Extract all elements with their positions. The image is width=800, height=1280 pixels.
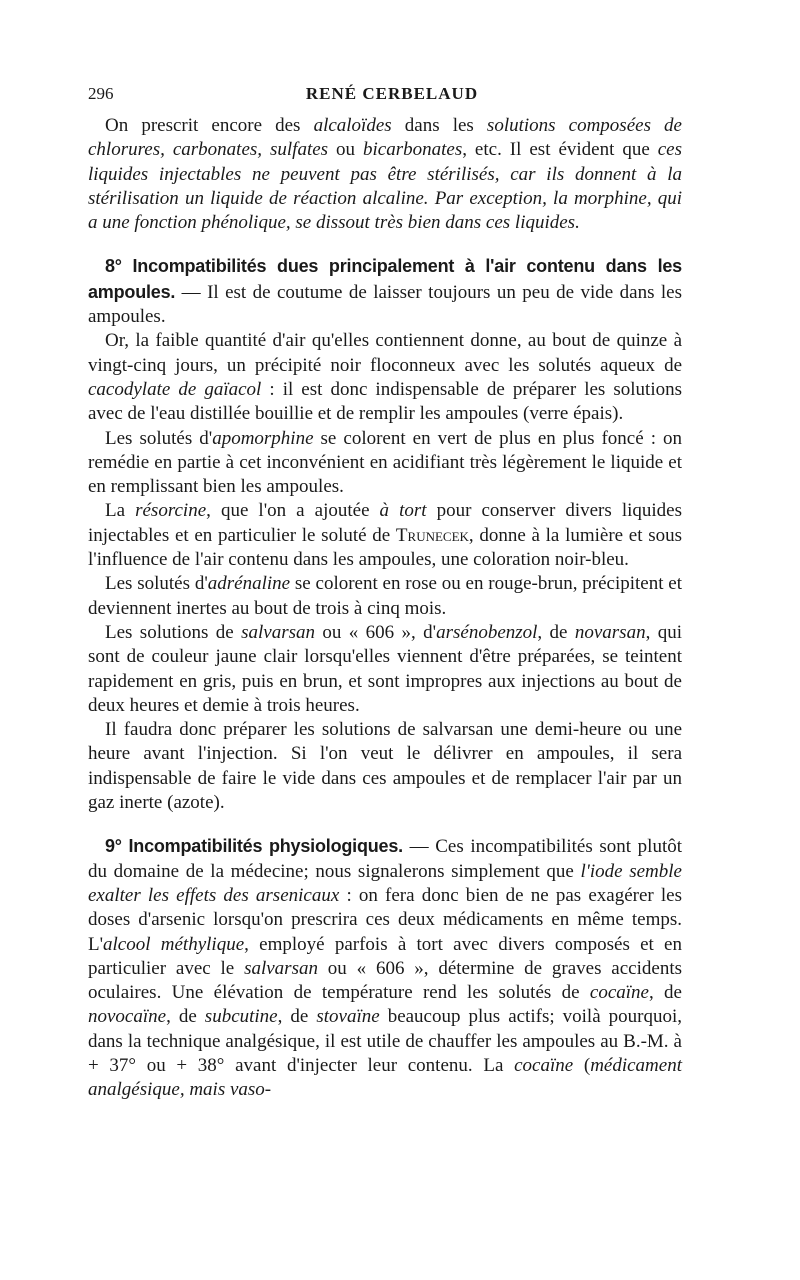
text-run: ou « 606 », détermine de graves accidents oculaires. Une élévation de température rend les solutés de <box>88 957 682 1004</box>
paragraph <box>88 427 682 500</box>
text-run: Les solutés d' <box>105 573 208 595</box>
text-run: Les solutés d' <box>105 427 213 449</box>
running-title: RENÉ CERBELAUD <box>305 84 479 103</box>
page-header <box>88 84 696 108</box>
text-run: , de <box>537 621 575 643</box>
text-run: — Ces incompatibilités sont plutôt du domaine de la médecine; nous signalerons simplement que <box>88 836 682 882</box>
text-run: ( <box>573 1054 591 1076</box>
text-run: novocaïne <box>88 1006 167 1028</box>
body-text <box>88 114 682 1103</box>
text-run: — Il est de coutume de laisser toujours un peu de vide dans les ampoules. <box>88 281 682 328</box>
text-run: cacodylate de gaïacol <box>88 378 262 400</box>
text-run: beaucoup plus actifs; voilà pourquoi, dans la technique analgésique, il est utile de chauffer les ampoules au B.-M. à + 37° ou + 38° avant d'injecter leur contenu. La <box>88 1006 682 1076</box>
section-heading: 8° Incompatibilités dues principalement à l'air contenu dans les ampoules. <box>88 256 682 302</box>
text-run: , de <box>648 982 682 1004</box>
text-run: cocaïne <box>589 982 649 1004</box>
text-run: , de <box>277 1006 317 1028</box>
section-heading: 9° Incompatibilités physiologiques. <box>105 836 403 857</box>
text-run: adrénaline <box>207 573 291 595</box>
text-run: l'iode semble exalter les effets des arsenicaux <box>88 860 682 906</box>
paragraph <box>88 718 682 815</box>
text-run: , employé parfois à tort avec divers composés et en particulier avec le <box>88 933 682 979</box>
text-run: , donne à la lumière et sous l'influence de l'air contenu dans les ampoules, une coloration noir-bleu. <box>88 524 682 571</box>
text-run: , que l'on a ajoutée <box>206 500 380 522</box>
text-run: résorcine <box>135 500 207 522</box>
text-run: : on fera donc bien de ne pas exagérer les doses d'arsenic lorsqu'on prescrira ces deux médicaments en même temps. L' <box>88 884 682 955</box>
text-run: Or, la faible quantité d'air qu'elles contiennent donne, au bout de quinze à vingt-cinq jours, un précipité noir floconneux avec les solutés aqueux de <box>88 330 682 376</box>
text-run: pour conserver divers liquides injectables et en particulier le soluté de <box>88 500 682 546</box>
text-run: salvarsan <box>244 957 318 979</box>
text-run: médicament analgésique, mais vaso- <box>88 1054 682 1101</box>
text-run: se colorent en vert de plus en plus foncé : on remédie en partie à cet inconvénient en acidifiant très légèrement le liquide et en remplissant bien les ampoules. <box>88 427 683 498</box>
paragraph <box>88 621 682 718</box>
text-run: ou « 606 », d' <box>315 621 437 643</box>
text-run: dans les <box>391 115 487 136</box>
section-paragraph <box>88 254 682 329</box>
text-run: ces liquides injectables ne peuvent pas être stérilisés, car ils donnent à la stérilisation un liquide de réaction alcaline. Par exception, la morphine, qui a une fonction phénolique, se dissout très bien dans ces liquides. <box>88 139 683 234</box>
section-paragraph <box>88 834 682 1102</box>
text-run: Trunecek <box>395 524 469 546</box>
text-run: , etc. Il est évident que <box>462 139 658 161</box>
paragraph <box>88 114 682 235</box>
text-run: se colorent en rose ou en rouge-brun, précipitent et deviennent inertes au bout de trois à cinq mois. <box>88 573 683 619</box>
text-run: apomorphine <box>212 427 314 449</box>
text-run: à tort <box>379 500 427 522</box>
page-number: 296 <box>88 84 114 103</box>
text-run: stovaïne <box>316 1006 380 1028</box>
text-run: On prescrit encore des <box>105 115 314 136</box>
text-run: bicarbonates <box>363 139 463 161</box>
text-run: ou <box>328 139 363 161</box>
text-run: : il est donc indispensable de préparer les solutions avec de l'eau distillée bouillie et de remplir les ampoules (verre épais). <box>88 378 682 425</box>
text-run: Il faudra donc préparer les solutions de salvarsan une demi-heure ou une heure avant l'injection. Si l'on veut le délivrer en ampoules, il sera indispensable de faire le vide dans ces ampoules et de remplacer l'air par un gaz inerte (azote). <box>88 719 682 814</box>
text-run: alcaloïdes <box>313 115 392 136</box>
text-run: Les solutions de <box>105 621 242 643</box>
text-run: solutions composées de chlorures, carbonates, sulfates <box>88 115 682 161</box>
text-run: La <box>105 500 136 522</box>
paragraph <box>88 329 682 426</box>
paragraph <box>88 572 682 621</box>
text-run: arsénobenzol <box>436 621 538 643</box>
paragraph <box>88 499 682 572</box>
text-run: , de <box>166 1006 205 1028</box>
text-run: subcutine <box>204 1006 278 1028</box>
text-run: novarsan <box>574 621 646 643</box>
text-run: alcool méthylique <box>103 933 245 955</box>
text-run: , qui sont de couleur jaune clair lorsqu'elles viennent d'être préparées, se teintent rapidement en gris, puis en brun, et sont impropres aux injections au bout de deux heures et demie à trois heures. <box>88 621 682 716</box>
text-run: salvarsan <box>241 621 316 643</box>
text-run: cocaïne <box>514 1054 574 1076</box>
